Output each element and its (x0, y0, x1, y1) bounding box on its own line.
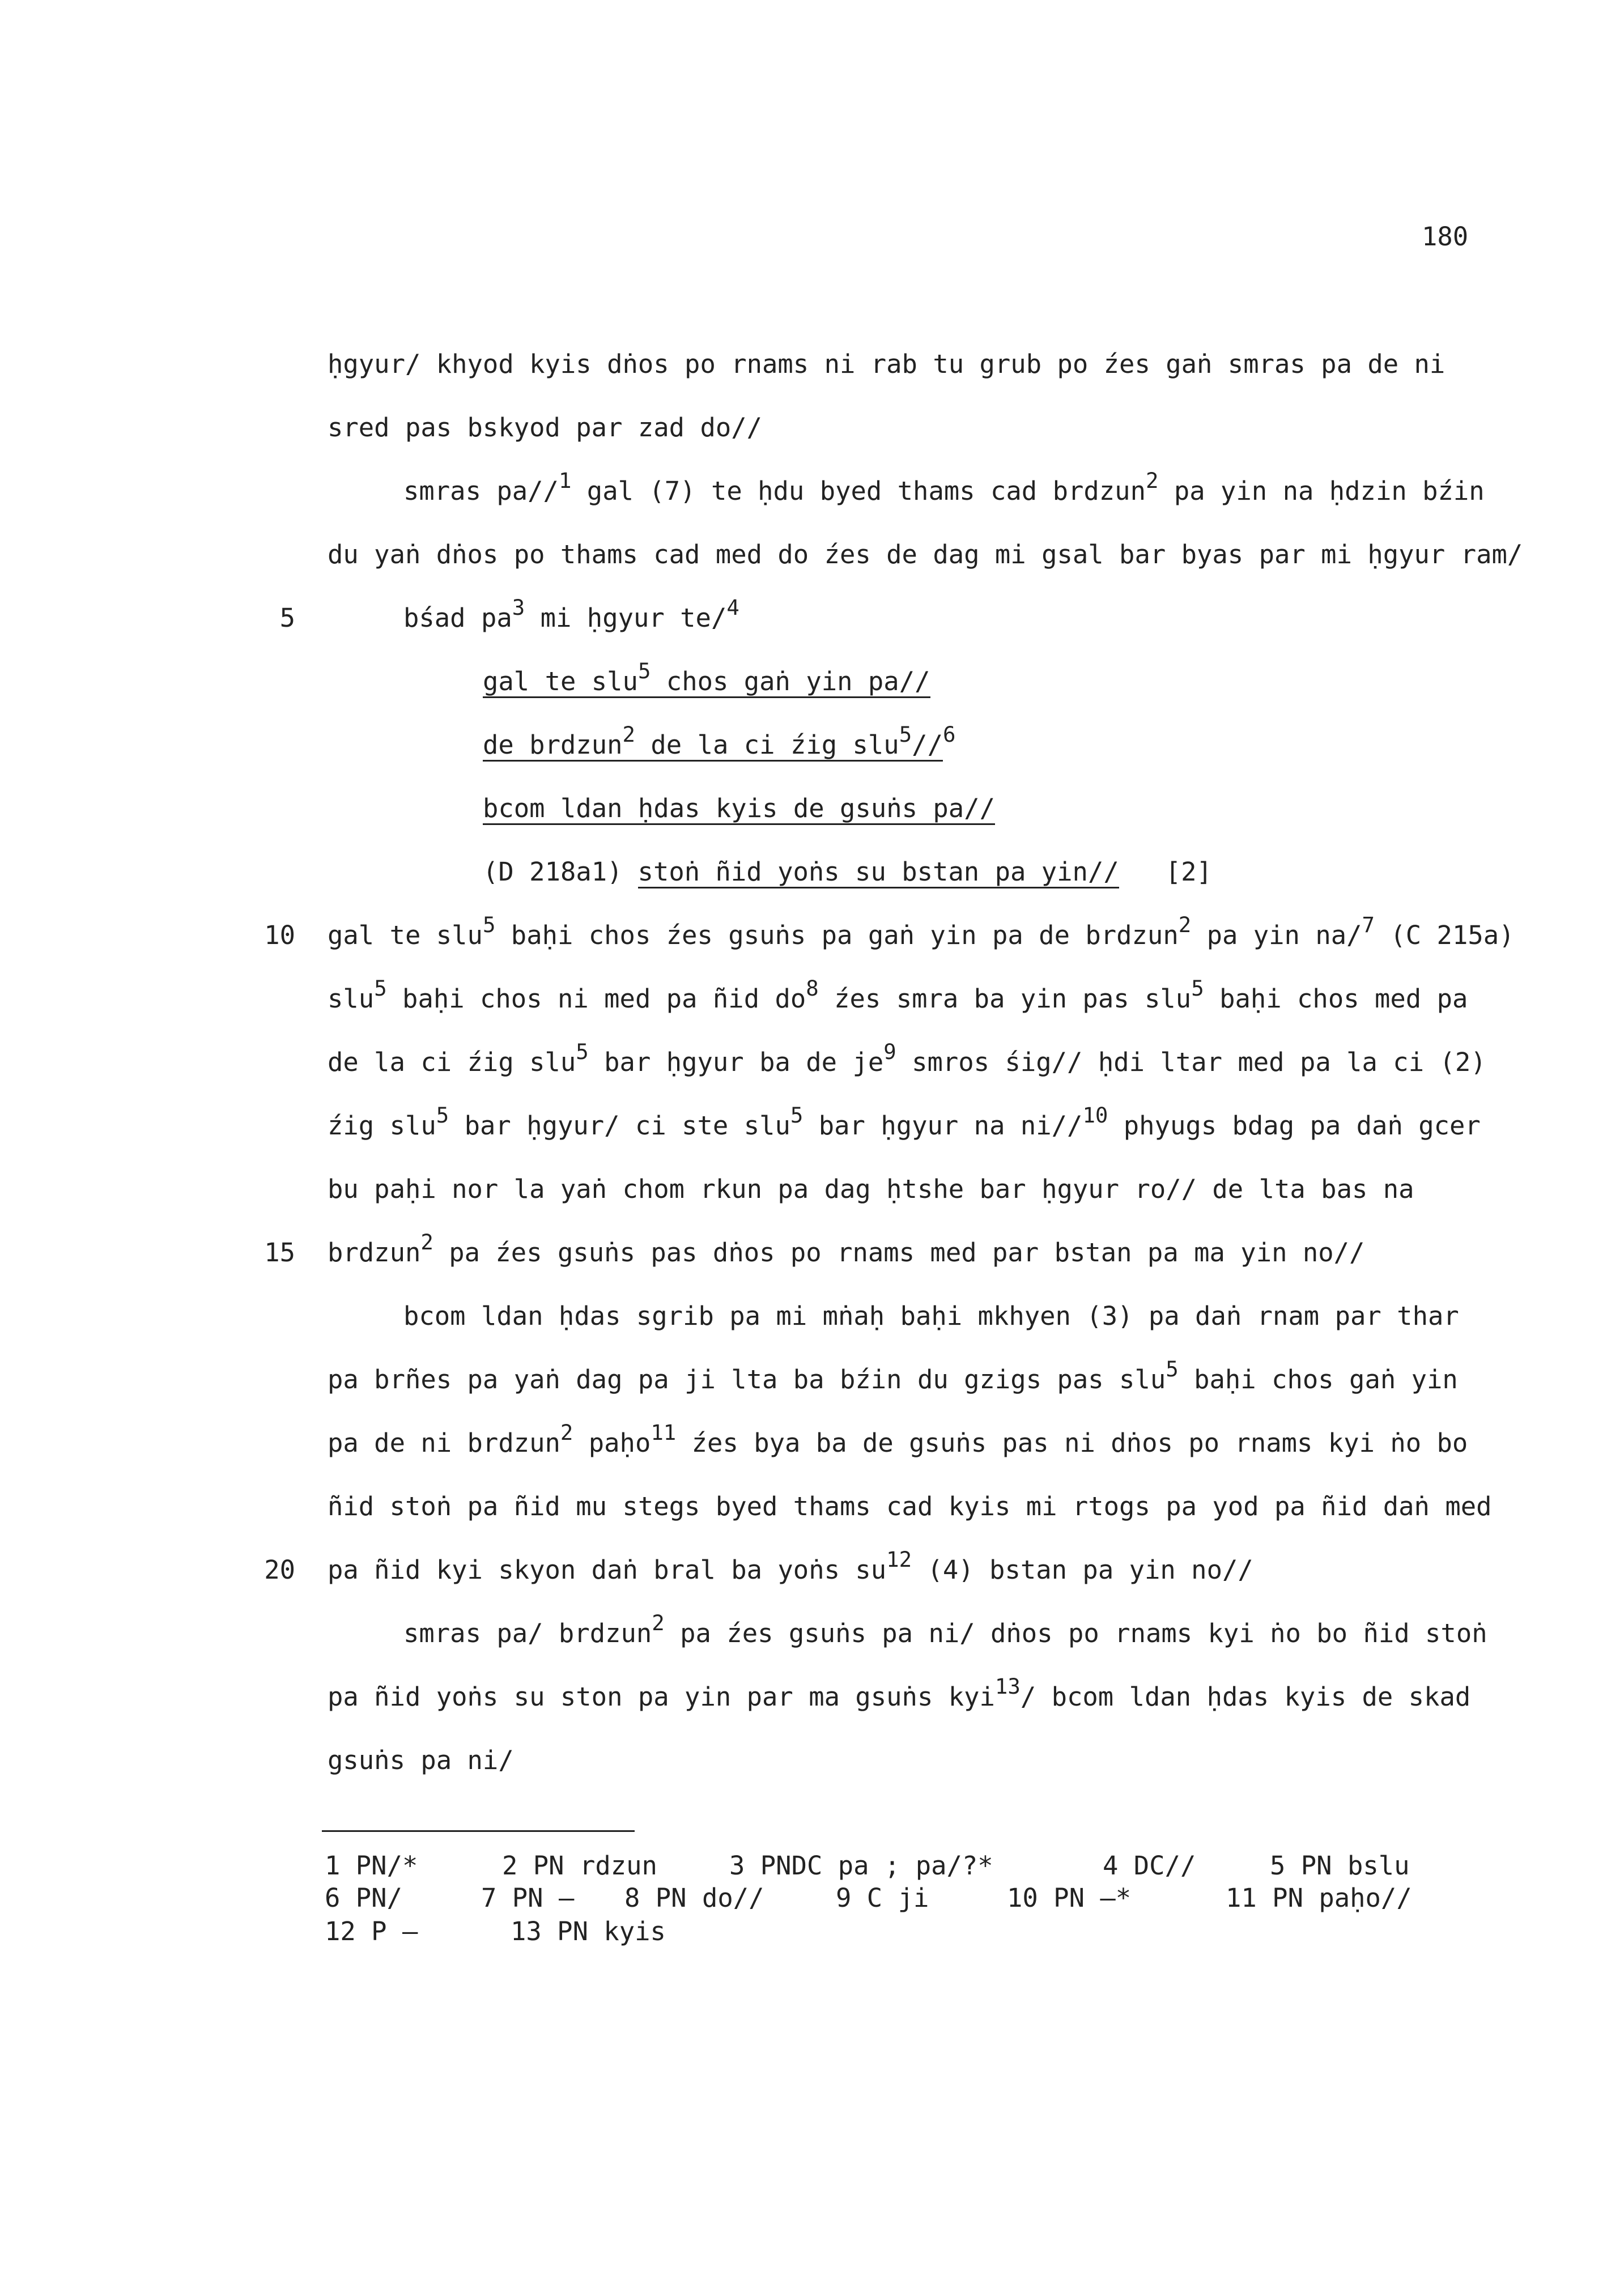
line-number: 5 (279, 603, 295, 633)
footnote-marker: 5 (899, 722, 912, 747)
footnote-entry: 8 PN do// (624, 1883, 764, 1913)
text-line (0, 1221, 1624, 1285)
footnote-marker: 7 (1362, 912, 1375, 938)
footnote-rule (322, 1830, 635, 1832)
footnote-marker: 5 (436, 1103, 449, 1128)
footnote-row (0, 1849, 1624, 1882)
text-run: pa yin na ḥdzin bźin (1158, 476, 1485, 506)
footnote-marker: 5 (637, 658, 651, 684)
text-run: baḥi chos gaṅ yin (1178, 1364, 1458, 1394)
footnote-entry: 6 PN/ (325, 1883, 402, 1913)
text-line (0, 1094, 1624, 1158)
text-run: / bcom ldan ḥdas kyis de skad (1020, 1682, 1471, 1712)
footnote-marker: 2 (622, 722, 636, 747)
text-line (0, 1411, 1624, 1475)
line-number: 10 (264, 920, 295, 950)
footnote-entry: 2 PN rdzun (502, 1851, 657, 1881)
text-line (0, 396, 1624, 460)
text-line (0, 523, 1624, 586)
underlined-verse: stoṅ ñid yoṅs su bstan pa yin// (638, 857, 1119, 888)
text-run: smras pa/ brdzun (403, 1618, 652, 1648)
text-run: źig slu (328, 1111, 436, 1141)
text-line (0, 1538, 1624, 1602)
footnote-marker: 4 (726, 595, 739, 620)
text-run: pa de ni brdzun (328, 1428, 560, 1458)
footnote-row (0, 1882, 1624, 1915)
footnote-entry: 10 PN —* (1007, 1883, 1132, 1913)
text-run: bar ḥgyur/ ci ste slu (449, 1111, 790, 1141)
text-run: bcom ldan ḥdas kyis de gsuṅs pa// (483, 793, 995, 823)
text-run: gal (7) te ḥdu byed thams cad brdzun (571, 476, 1146, 506)
footnote-entry: 3 PNDC pa ; pa/?* (729, 1851, 993, 1881)
text-line (0, 967, 1624, 1031)
text-line (0, 460, 1624, 523)
text-run: bcom ldan ḥdas sgrib pa mi mṅaḥ baḥi mkhyen (3) pa daṅ rnam par thar (403, 1301, 1459, 1331)
footnote-entry: 9 C ji (836, 1883, 929, 1913)
text-run: mi ḥgyur te/ (525, 603, 727, 633)
footnote-marker: 2 (560, 1420, 573, 1445)
text-run: pa brñes pa yaṅ dag pa ji lta ba bźin du gzigs pas slu (328, 1364, 1166, 1394)
line-number: 20 (264, 1555, 295, 1585)
footnote-marker: 3 (512, 595, 525, 620)
footnote-marker: 1 (558, 468, 572, 494)
line-number: 15 (264, 1238, 295, 1268)
source-reference: (D 218a1) (483, 857, 623, 887)
text-run: baḥi chos źes gsuṅs pa gaṅ yin pa de brdzun (495, 920, 1179, 950)
text-run: sred pas bskyod par zad do// (328, 413, 763, 443)
text-run: chos gaṅ yin pa// (651, 666, 930, 696)
text-run: smros śig// ḥdi ltar med pa la ci (2) (896, 1047, 1486, 1077)
text-run: bar ḥgyur ba de je (588, 1047, 884, 1077)
text-line (0, 1475, 1624, 1538)
text-run: źes bya ba de gsuṅs pas ni dṅos po rnams kyi ṅo bo (676, 1428, 1468, 1458)
text-line (0, 1602, 1624, 1665)
text-run: // (912, 730, 943, 760)
text-run: gsuṅs pa ni/ (328, 1745, 514, 1775)
text-line (0, 1729, 1624, 1792)
text-run: du yaṅ dṅos po thams cad med do źes de dag mi gsal bar byas par mi ḥgyur ram/ (328, 539, 1523, 569)
verse-line (0, 650, 1624, 713)
footnote-marker: 5 (374, 976, 387, 1001)
text-run: pa ñid yoṅs su ston pa yin par ma gsuṅs kyi (328, 1682, 995, 1712)
text-run: pa źes gsuṅs pas dṅos po rnams med par bstan pa ma yin no// (433, 1238, 1365, 1268)
text-line (0, 1031, 1624, 1094)
text-line (0, 586, 1624, 650)
footnote-entry: 7 PN — (481, 1883, 575, 1913)
footnote-marker: 2 (1145, 468, 1159, 494)
footnote-marker: 13 (994, 1674, 1021, 1699)
page-number: 180 (1422, 222, 1469, 252)
text-run: bar ḥgyur na ni// (803, 1111, 1083, 1141)
text-run: (C 215a) (1374, 920, 1515, 950)
body-text (0, 333, 1624, 1792)
footnote-marker: 2 (652, 1610, 665, 1636)
text-run: paḥo (573, 1428, 651, 1458)
footnote-entry: 5 PN bslu (1270, 1851, 1410, 1881)
footnote-marker: 11 (651, 1420, 677, 1445)
text-run: gal te slu (328, 920, 483, 950)
text-run: (4) bstan pa yin no// (912, 1555, 1253, 1585)
footnote-marker: 5 (1191, 976, 1204, 1001)
footnote-marker: 6 (942, 722, 956, 747)
underlined-verse (483, 722, 943, 762)
text-run: gal te slu (483, 666, 638, 696)
footnote-marker: 9 (883, 1039, 896, 1065)
text-run: de brdzun (483, 730, 623, 760)
text-run: ñid stoṅ pa ñid mu stegs byed thams cad kyis mi rtogs pa yod pa ñid daṅ med (328, 1491, 1492, 1521)
footnote-marker: 5 (576, 1039, 589, 1065)
text-run: baḥi chos ni med pa ñid do (386, 984, 806, 1014)
text-run: de la ci źig slu (635, 730, 899, 760)
footnote-marker: 2 (1178, 912, 1192, 938)
verse-line (0, 777, 1624, 840)
text-line (0, 333, 1624, 396)
text-run: de la ci źig slu (328, 1047, 576, 1077)
text-line (0, 1665, 1624, 1729)
text-run: ḥgyur/ khyod kyis dṅos po rnams ni rab tu grub po źes gaṅ smras pa de ni (328, 349, 1446, 379)
footnote-entry: 12 P — (325, 1916, 418, 1946)
text-line (0, 904, 1624, 967)
text-run: slu (328, 984, 375, 1014)
text-run: brdzun (328, 1238, 421, 1268)
text-run: bśad pa (403, 603, 512, 633)
footnote-row (0, 1915, 1624, 1948)
text-run: phyugs bdag pa daṅ gcer (1108, 1111, 1481, 1141)
footnote-marker: 2 (420, 1230, 433, 1255)
underlined-verse (483, 658, 930, 698)
text-line (0, 1285, 1624, 1348)
verse-line (0, 840, 1624, 904)
text-run: baḥi chos med pa (1204, 984, 1468, 1014)
text-line (0, 1158, 1624, 1221)
footnote-marker: 10 (1082, 1103, 1108, 1128)
footnote-entry: 11 PN paḥo// (1226, 1883, 1412, 1913)
text-line (0, 1348, 1624, 1411)
underlined-verse (483, 793, 995, 825)
footnote-marker: 5 (790, 1103, 804, 1128)
text-run: źes smra ba yin pas slu (818, 984, 1192, 1014)
text-run: smras pa// (403, 476, 559, 506)
text-run: pa ñid kyi skyon daṅ bral ba yoṅs su (328, 1555, 887, 1585)
verse-line (0, 713, 1624, 777)
text-run: pa yin na/ (1191, 920, 1362, 950)
folio-marker: [2] (1165, 857, 1212, 887)
footnote-entry: 13 PN kyis (511, 1916, 666, 1946)
text-run: bu paḥi nor la yaṅ chom rkun pa dag ḥtshe bar ḥgyur ro// de lta bas na (328, 1174, 1414, 1204)
footnote-marker: 8 (806, 976, 819, 1001)
text-run: pa źes gsuṅs pa ni/ dṅos po rnams kyi ṅo bo ñid stoṅ (664, 1618, 1487, 1648)
footnote-marker: 12 (886, 1547, 912, 1572)
footnote-entry: 4 DC// (1103, 1851, 1196, 1881)
footnote-marker: 5 (482, 912, 496, 938)
footnote-marker: 5 (1166, 1357, 1179, 1382)
footnote-entry: 1 PN/* (325, 1851, 418, 1881)
